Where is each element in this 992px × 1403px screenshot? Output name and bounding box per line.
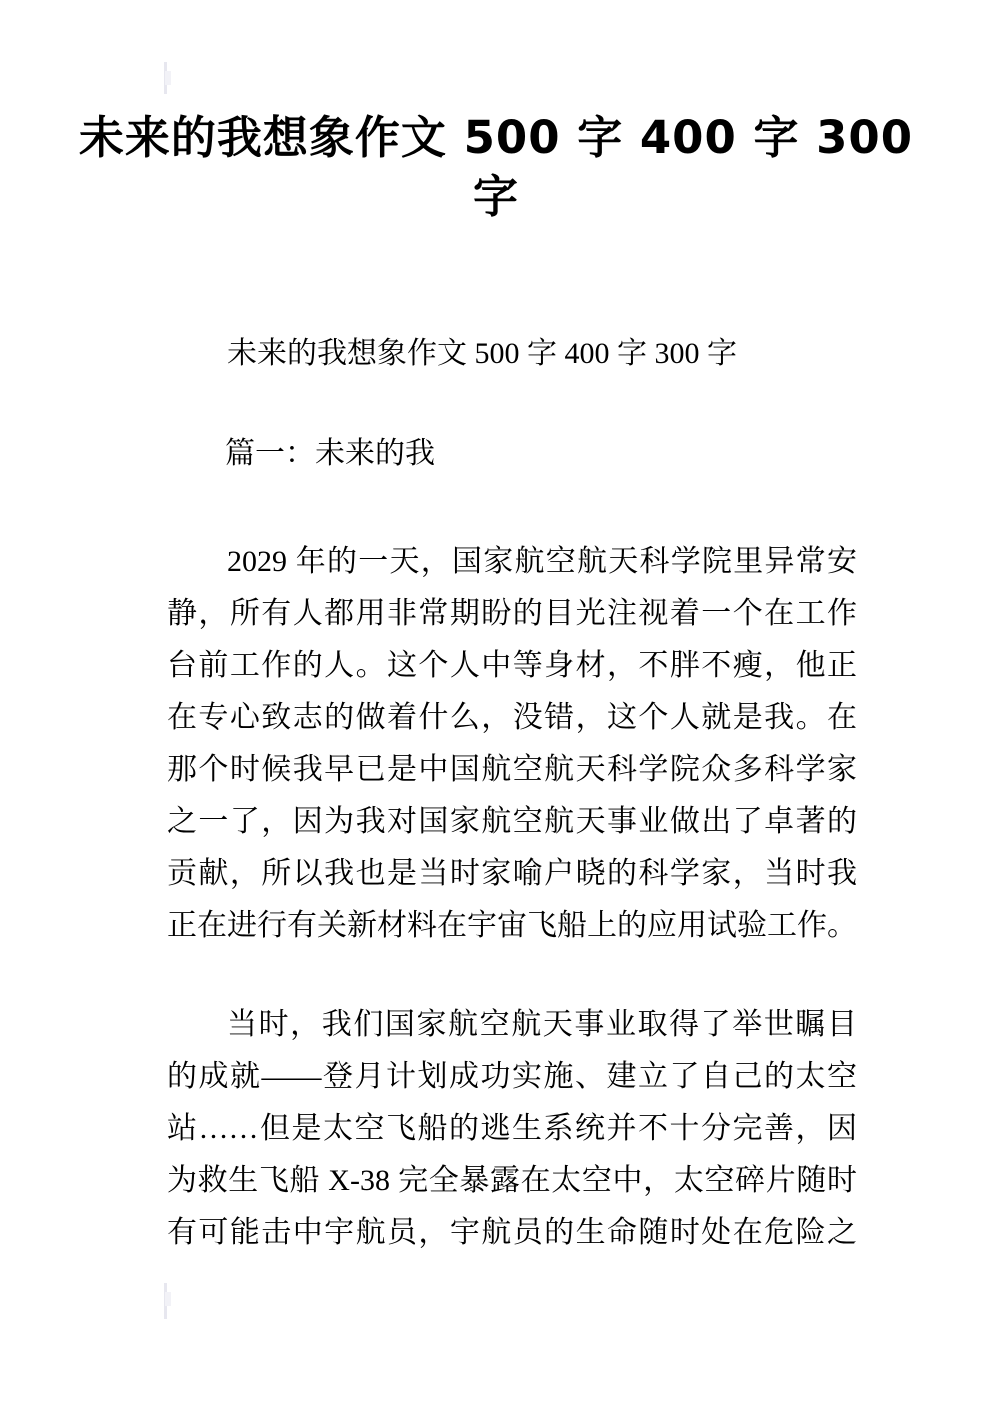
document-subtitle: 未来的我想象作文 500 字 400 字 300 字	[227, 337, 737, 370]
text-line: 正在进行有关新材料在宇宙飞船上的应用试验工作。	[167, 909, 857, 942]
text-line: 贡献，所以我也是当时家喻户晓的科学家，当时我	[167, 857, 857, 890]
text-line: 为救生飞船 X-38 完全暴露在太空中，太空碎片随时	[167, 1164, 857, 1197]
text-line: 2029 年的一天，国家航空航天科学院里异常安	[227, 545, 857, 578]
text-line: 台前工作的人。这个人中等身材，不胖不瘦，他正	[167, 649, 857, 682]
document-title-line-2: 字	[472, 170, 519, 223]
text-line: 站……但是太空飞船的逃生系统并不十分完善，因	[167, 1112, 857, 1145]
text-line: 的成就——登月计划成功实施、建立了自己的太空	[167, 1060, 857, 1093]
text-line: 静，所有人都用非常期盼的目光注视着一个在工作	[167, 597, 857, 630]
text-line: 那个时候我早已是中国航空航天科学院众多科学家	[167, 753, 857, 786]
text-line: 当时，我们国家航空航天事业取得了举世瞩目	[227, 1008, 857, 1041]
text-line: 在专心致志的做着什么，没错，这个人就是我。在	[167, 701, 857, 734]
text-line: 之一了，因为我对国家航空航天事业做出了卓著的	[167, 805, 857, 838]
scan-artifact-mark-top	[164, 62, 167, 94]
paragraph-1	[167, 536, 857, 952]
scan-artifact-mark-bottom	[164, 1283, 167, 1319]
section-heading: 篇一：未来的我	[225, 437, 435, 470]
text-line: 有可能击中宇航员，宇航员的生命随时处在危险之	[167, 1216, 857, 1249]
document-title	[0, 108, 992, 226]
paragraph-2	[167, 999, 857, 1259]
document-title-line-1: 未来的我想象作文 500 字 400 字 300	[78, 111, 914, 164]
